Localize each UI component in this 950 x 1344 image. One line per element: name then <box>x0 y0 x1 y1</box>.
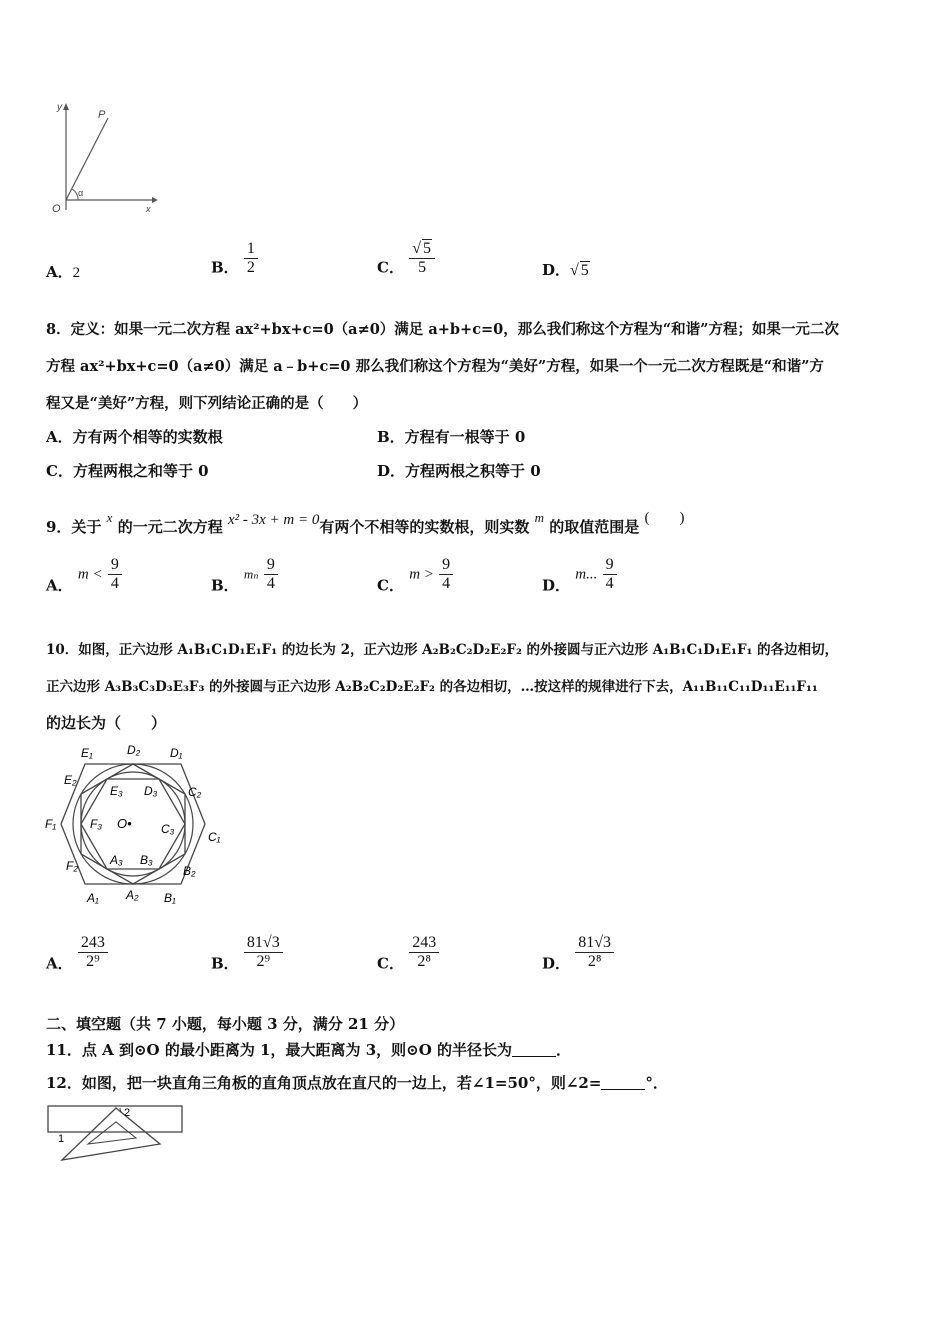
fraction: $\frac{9}{4}$ <box>264 556 278 593</box>
q9-option-c[interactable] <box>377 556 453 596</box>
y-axis-arrow <box>63 103 69 110</box>
q10-hexagon-figure <box>44 742 226 908</box>
q7-option-d[interactable]: D．√ 5 <box>542 261 589 279</box>
q7-option-a[interactable] <box>46 262 80 283</box>
q9-option-a[interactable] <box>46 556 122 596</box>
label-d2: D₂ <box>127 743 141 757</box>
q10-line-3: 的边长为（ ） <box>46 714 167 732</box>
option-letter: B． <box>211 258 239 277</box>
option-expr: m > <box>409 566 434 583</box>
option-letter: C． <box>377 576 404 595</box>
label-b3: B₃ <box>140 853 153 867</box>
section-2-title: 二、填空题（共 7 小题，每小题 3 分，满分 21 分） <box>46 1015 405 1033</box>
fraction: $\frac{9}{4}$ <box>603 556 617 593</box>
x-axis-label: x <box>146 204 151 214</box>
alpha-label: α <box>78 188 84 198</box>
q10-option-b[interactable] <box>211 934 283 974</box>
q9-paren: ( ) <box>644 510 685 526</box>
option-letter: C． <box>377 258 404 277</box>
triangle-outer <box>62 1108 160 1160</box>
q12-text: 12．如图，把一块直角三角板的直角顶点放在直尺的一边上，若∠1=50°，则∠2= <box>46 1074 602 1092</box>
q11-end: ． <box>556 1041 572 1059</box>
label-a3: A₃ <box>110 853 123 867</box>
label-f2: F₂ <box>66 859 78 873</box>
y-axis-label: y <box>57 102 62 113</box>
triangle-inner <box>88 1122 136 1144</box>
label-o: O• <box>117 816 132 831</box>
label-f1: F₁ <box>45 817 57 831</box>
fraction: $\frac{9}{4}$ <box>439 556 453 593</box>
q8-option-a[interactable]: A．方有两个相等的实数根 <box>46 428 223 446</box>
fraction: $\frac{√ 5}{5}$ <box>409 240 435 277</box>
option-letter: C． <box>377 954 404 973</box>
q10-option-d[interactable] <box>542 934 614 974</box>
option-letter: A． <box>46 576 73 595</box>
q8-option-b[interactable]: B．方程有一根等于 0 <box>377 428 526 446</box>
q8-line-2: 方程 ax²+bx+c=0（a≠0）满足 a﹣b+c=0 那么我们称这个方程为“美好”方程，如果一个一元二次方程既是“和谐”方 <box>46 358 824 375</box>
option-letter: D． <box>542 954 571 973</box>
q10-line-2: 正六边形 A₃B₃C₃D₃E₃F₃ 的外接圆与正六边形 A₂B₂C₂D₂E₂F₂ 的各边相切，…按这样的规律进行下去，A₁₁B₁₁C₁₁D₁₁E₁₁F₁₁ <box>46 679 818 695</box>
q11-answer-blank[interactable] <box>512 1042 556 1057</box>
option-letter: D． <box>542 576 571 595</box>
option-expr: m < <box>77 566 103 583</box>
option-letter: A． <box>46 263 73 281</box>
q11 <box>46 1040 571 1060</box>
x-axis-arrow <box>152 197 158 203</box>
label-c3: C₃ <box>161 822 175 836</box>
q12-ruler-triangle-figure <box>44 1102 186 1164</box>
q8-option-c[interactable]: C．方程两根之和等于 0 <box>46 462 209 480</box>
label-e3: E₃ <box>110 784 123 798</box>
q9-option-d[interactable] <box>542 556 617 596</box>
q10-option-c[interactable] <box>377 934 439 974</box>
label-a2: A₂ <box>126 888 139 902</box>
q9-prefix: 9．关于 <box>46 518 102 536</box>
var-x: x <box>106 510 113 525</box>
q12 <box>46 1073 668 1093</box>
q8-line-1: 8．定义：如果一元二次方程 ax²+bx+c=0（a≠0）满足 a+b+c=0，那么我们称这个方程为“和谐”方程；如果一元二次 <box>46 321 839 338</box>
q9-suffix: 的取值范围是 <box>549 518 640 536</box>
fraction: $\frac{1}{2}$ <box>244 240 258 277</box>
ruler <box>48 1106 182 1132</box>
q10-option-a[interactable] <box>46 934 108 974</box>
q9-option-b[interactable] <box>211 556 278 596</box>
fraction: $\frac{81√3}{\text{2⁹}}$ <box>244 934 283 971</box>
origin-label: O <box>52 203 61 215</box>
angle-1-label: 1 <box>58 1133 65 1145</box>
fraction: $\frac{243}{\text{2⁸}}$ <box>409 934 439 971</box>
option-letter: A． <box>46 954 73 973</box>
label-d1: D₁ <box>170 746 183 760</box>
q12-end: °． <box>645 1074 668 1092</box>
label-b1: B₁ <box>164 891 176 905</box>
label-b2: B₂ <box>183 864 196 878</box>
q9-equation: x² - 3x + m = 0 <box>227 512 320 528</box>
option-expr: mₙ <box>243 566 259 582</box>
fraction: $\frac{243}{\text{2⁹}}$ <box>78 934 108 971</box>
option-expr: m... <box>575 566 598 583</box>
q12-answer-blank[interactable] <box>601 1075 645 1090</box>
label-e2: E₂ <box>64 773 77 787</box>
label-e1: E₁ <box>81 746 93 760</box>
angle-2-label: 2 <box>124 1107 131 1119</box>
sqrt-value: 5 <box>580 262 589 279</box>
q8-option-d[interactable]: D．方程两根之积等于 0 <box>377 462 541 480</box>
q9-stem <box>46 508 684 537</box>
q9-mid1: 的一元二次方程 <box>117 518 223 536</box>
q8-line-3: 程又是“美好”方程，则下列结论正确的是（ ） <box>46 395 368 412</box>
option-letter: D． <box>542 261 571 279</box>
q10-line-1: 10．如图，正六边形 A₁B₁C₁D₁E₁F₁ 的边长为 2，正六边形 A₂B₂C₂D₂E₂F₂ 的外接圆与正六边形 A₁B₁C₁D₁E₁F₁ 的各边相切， <box>46 642 839 658</box>
fraction: $\frac{81√3}{\text{2⁸}}$ <box>575 934 614 971</box>
option-letter: B． <box>211 954 239 973</box>
var-m: m <box>534 510 544 525</box>
label-a1: A₁ <box>87 891 99 905</box>
angle-2-arc <box>120 1108 123 1114</box>
q11-text: 11．点 A 到⊙O 的最小距离为 1，最大距离为 3，则⊙O 的半径长为 <box>46 1041 512 1059</box>
option-value: 2 <box>72 265 81 281</box>
option-letter: B． <box>211 576 239 595</box>
q7-angle-graph <box>44 100 164 220</box>
fraction: $\frac{9}{4}$ <box>108 556 122 593</box>
p-label: P <box>98 109 106 121</box>
q9-mid2: 有两个不相等的实数根，则实数 <box>319 518 530 536</box>
label-c1: C₁ <box>208 830 221 844</box>
label-f3: F₃ <box>90 817 103 831</box>
label-c2: C₂ <box>188 785 202 799</box>
label-d3: D₃ <box>144 784 158 798</box>
q7-option-c[interactable] <box>377 240 435 278</box>
q7-option-b[interactable] <box>211 240 258 278</box>
ray-op <box>66 118 108 200</box>
